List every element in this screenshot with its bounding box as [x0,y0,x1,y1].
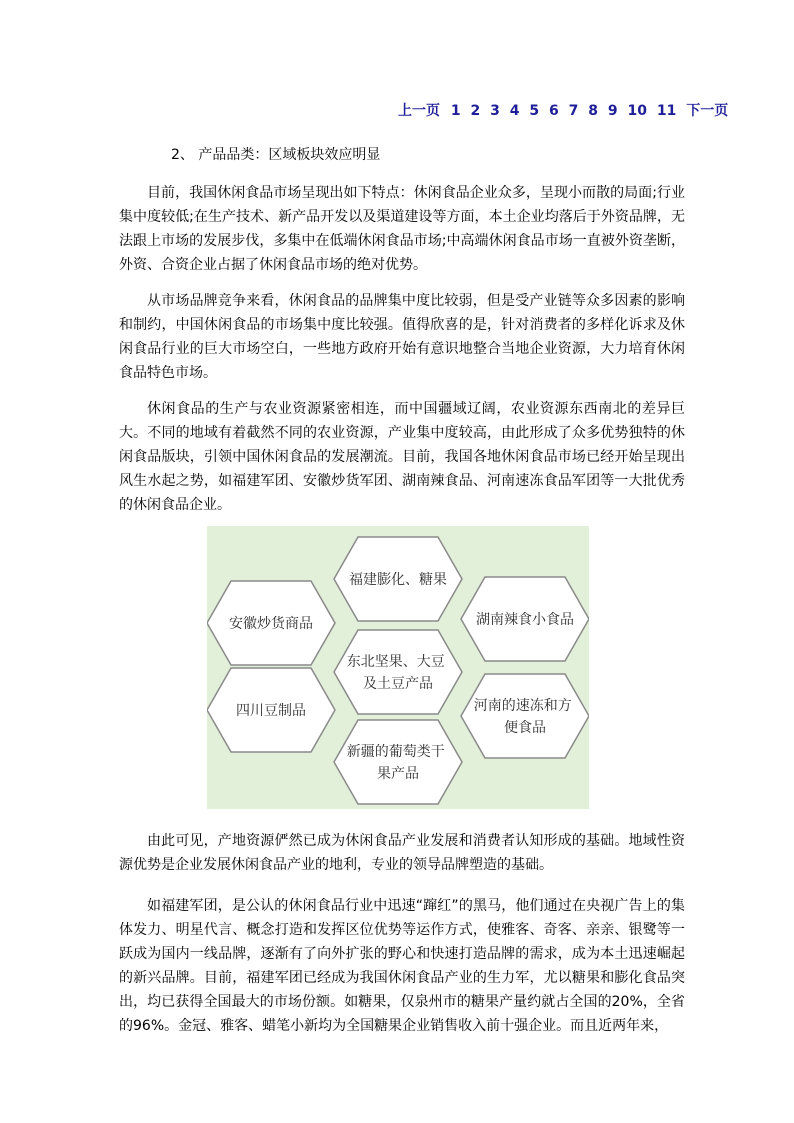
hex-label-sichuan-line-1: 四川豆制品 [236,703,306,719]
paragraph-regional-resources: 休闲食品的生产与农业资源紧密相连，而中国疆域辽阔，农业资源东西南北的差异巨大。不同的地域有着截然不同的农业资源，产业集中度较高，由此形成了众多优势独特的休闲食品版块，引领中国休闲食品的发展潮流。目前，我国各地休闲食品市场已经开始呈现出风生水起之势，如福建军团、安徽炒货军团、湖南辣食品、河南速冻食品军团等一大批优秀的休闲食品企业。 [119,401,685,513]
hex-anhui [207,581,335,665]
hex-shape-xinjiang [334,720,462,804]
hex-label-anhui [229,615,313,632]
hex-label-hunan-line-1: 湖南辣食小食品 [476,612,574,628]
hex-shape-dongbei [334,630,462,714]
page-link-11[interactable]: 11 [656,103,677,119]
hex-xinjiang [334,720,462,804]
page-link-1[interactable]: 1 [450,103,461,119]
hex-fujian [334,537,462,621]
hex-dongbei [334,630,462,714]
hexagon-diagram-svg [207,526,589,809]
paragraph-market-features: 目前，我国休闲食品市场呈现出如下特点：休闲食品企业众多，呈现小而散的局面;行业集中度较低;在生产技术、新产品开发以及渠道建设等方面，本土企业均落后于外资品牌，无法跟上市场的发展步伐，多集中在低端休闲食品市场;中高端休闲食品市场一直被外资垄断，外资、合资企业占据了休闲食品市场的绝对优势。 [119,185,685,273]
page-link-2[interactable]: 2 [470,103,481,119]
hex-label-fujian-line-1: 福建膨化、糖果 [349,572,447,588]
hex-label-dongbei-line-2: 及土豆产品 [363,676,433,692]
hex-label-fujian [349,571,447,588]
hex-label-henan-line-2: 便食品 [504,720,546,736]
hex-label-henan-line-1: 河南的速冻和方 [473,698,572,714]
hex-label-sichuan [236,703,306,719]
hex-label-dongbei-line-1: 东北坚果、大豆 [346,654,445,670]
page-link-4[interactable]: 4 [509,103,520,119]
regional-products-diagram [207,526,589,809]
paragraph-fujian-example: 如福建军团，是公认的休闲食品行业中迅速“蹿红”的黑马，他们通过在央视广告上的集体发力、明星代言、概念打造和发挥区位优势等运作方式，使雅客、奇客、亲亲、银鹭等一跃成为国内一线品牌，逐渐有了向外扩张的野心和快速打造品牌的需求，成为本土迅速崛起的新兴品牌。目前，福建军团已经成为我国休闲食品产业的生力军，尤以糖果和膨化食品突出，均已获得全国最大的市场份额。如糖果，仅泉州市的糖果产量约就占全国的20%，全省的96%。金冠、雅客、蜡笔小新均为全国糖果企业销售收入前十强企业。而且近两年来， [119,898,685,1034]
hex-shape-henan [461,674,589,758]
page-link-8[interactable]: 8 [588,103,598,119]
hex-label-xinjiang-line-2: 果产品 [377,766,419,782]
hex-label-anhui-line-1: 安徽炒货商品 [229,616,313,632]
hex-label-xinjiang-line-1: 新疆的葡萄类干 [346,744,445,760]
page-link-3[interactable]: 3 [490,103,500,119]
paragraph-conclusion: 由此可见，产地资源俨然已成为休闲食品产业发展和消费者认知形成的基础。地域性资源优势是企业发展休闲食品产业的地利，专业的领导品牌塑造的基础。 [119,833,685,873]
page-link-9[interactable]: 9 [607,103,618,119]
page-link-6[interactable]: 6 [549,103,559,119]
next-page-link[interactable]: 下一页 [686,103,729,119]
paragraph-brand-competition: 从市场品牌竞争来看，休闲食品的品牌集中度比较弱，但是受产业链等众多因素的影响和制约，中国休闲食品的市场集中度比较强。值得欣喜的是，针对消费者的多样化诉求及休闲食品行业的巨大市场空白，一些地方政府开始有意识地整合当地企业资源，大力培育休闲食品特色市场。 [119,293,685,381]
section-heading: 2、 产品品类：区域板块效应明显 [171,147,381,163]
prev-page-link[interactable]: 上一页 [398,103,440,119]
hex-label-hunan [476,611,574,628]
page-link-7[interactable]: 7 [568,103,579,119]
hex-henan [461,674,589,758]
hex-sichuan [207,668,335,752]
hex-hunan [461,577,589,661]
page-link-10[interactable]: 10 [627,103,647,119]
pagination [398,100,729,122]
page-link-5[interactable]: 5 [529,103,540,119]
